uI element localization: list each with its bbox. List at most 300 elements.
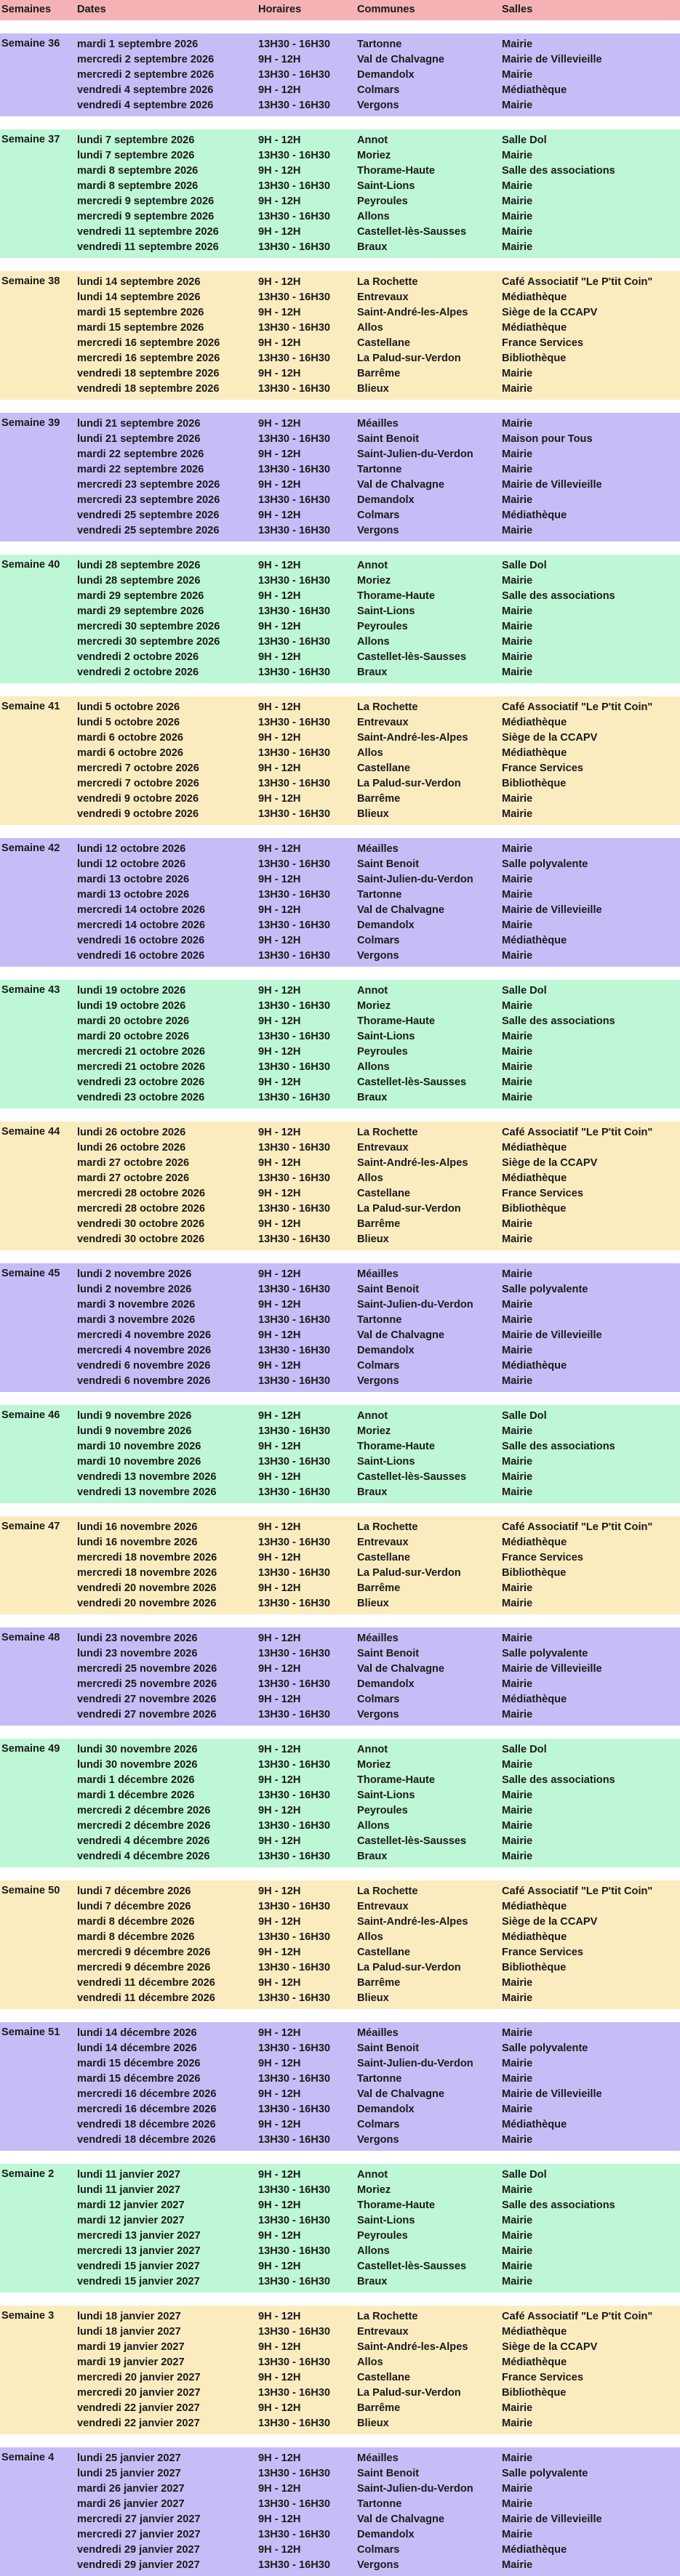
date-cell: vendredi 18 décembre 2026 [77,2119,216,2130]
week-label: Semaine 39 [1,417,60,429]
venue-cell: Salle Dol [502,1744,547,1755]
commune-cell: Thorame-Haute [357,2199,436,2211]
date-cell: mercredi 13 janvier 2027 [77,2245,201,2257]
time-cell: 13H30 - 16H30 [258,2529,330,2540]
date-cell: mercredi 2 décembre 2026 [77,1805,211,1816]
date-cell: mercredi 9 décembre 2026 [77,1962,211,1973]
week-block [0,555,680,683]
week-block [0,1263,680,1392]
commune-cell: Saint-Lions [357,1456,415,1468]
time-cell: 9H - 12H [258,1663,301,1675]
time-cell: 9H - 12H [258,1268,301,1280]
commune-cell: Barrême [357,793,401,805]
header-horaires: Horaires [258,4,302,15]
date-cell: mardi 15 décembre 2026 [77,2058,201,2069]
schedule-row [0,1788,680,1803]
commune-cell: Méailles [357,843,399,855]
commune-cell: Val de Chalvagne [357,1663,445,1675]
date-cell: vendredi 6 novembre 2026 [77,1360,211,1372]
venue-cell: France Services [502,1552,583,1563]
schedule-row [0,1140,680,1156]
schedule-row [0,949,680,964]
schedule-row [0,2309,680,2325]
time-cell: 13H30 - 16H30 [258,1931,330,1943]
schedule-row [0,1581,680,1596]
date-cell: lundi 30 novembre 2026 [77,1759,198,1771]
time-cell: 13H30 - 16H30 [258,2134,330,2146]
venue-cell: Mairie [502,2276,533,2287]
commune-cell: Méailles [357,418,399,430]
schedule-row [0,1773,680,1788]
time-cell: 9H - 12H [258,1552,301,1563]
time-cell: 13H30 - 16H30 [258,100,330,111]
date-cell: vendredi 18 septembre 2026 [77,368,220,379]
venue-cell: Salle polyvalente [502,858,588,870]
date-cell: vendredi 2 octobre 2026 [77,651,199,663]
date-cell: lundi 26 octobre 2026 [77,1127,186,1138]
venue-cell: Mairie [502,667,533,678]
time-cell: 13H30 - 16H30 [258,180,330,192]
date-cell: lundi 19 octobre 2026 [77,1000,186,1012]
time-cell: 13H30 - 16H30 [258,2559,330,2571]
schedule-row [0,2274,680,2290]
venue-cell: Mairie [502,2134,533,2146]
commune-cell: Vergons [357,2134,399,2146]
venue-cell: Mairie [502,1299,533,1311]
venue-cell: Mairie [502,1486,533,1498]
date-cell: lundi 25 janvier 2027 [77,2468,181,2479]
commune-cell: Braux [357,241,388,253]
week-label: Semaine 49 [1,1743,60,1755]
venue-cell: Mairie [502,525,533,536]
date-cell: lundi 19 octobre 2026 [77,985,186,997]
time-cell: 13H30 - 16H30 [258,1962,330,1973]
venue-cell: France Services [502,762,583,774]
venue-cell: Café Associatif "Le P'tit Coin" [502,2311,653,2322]
schedule-row [0,1409,680,1424]
time-cell: 9H - 12H [258,448,301,460]
venue-cell: Médiathèque [502,717,567,728]
week-label: Semaine 2 [1,2168,55,2180]
commune-cell: Blieux [357,1233,389,1245]
week-label: Semaine 46 [1,1409,60,1421]
date-cell: lundi 7 septembre 2026 [77,150,195,161]
time-cell: 9H - 12H [258,134,301,146]
commune-cell: Blieux [357,383,389,395]
venue-cell: Médiathèque [502,935,567,946]
date-cell: lundi 23 novembre 2026 [77,1648,198,1659]
schedule-row [0,1803,680,1819]
venue-cell: Mairie [502,1820,533,1832]
commune-cell: Peyroules [357,1805,408,1816]
time-cell: 9H - 12H [258,621,301,632]
commune-cell: Moriez [357,1425,391,1437]
week-separator [0,542,680,555]
schedule-row [0,2340,680,2355]
schedule-row [0,2133,680,2148]
date-cell: mercredi 14 octobre 2026 [77,919,206,931]
time-cell: 13H30 - 16H30 [258,2276,330,2287]
venue-cell: Salle des associations [502,590,615,602]
commune-cell: Saint Benoit [357,2042,420,2054]
date-cell: mercredi 20 janvier 2027 [77,2387,201,2399]
schedule-row [0,2056,680,2072]
commune-cell: Castellane [357,1947,411,1958]
commune-cell: Barrême [357,2402,401,2414]
commune-cell: Blieux [357,1992,389,2004]
date-cell: mardi 15 décembre 2026 [77,2073,201,2085]
date-cell: mercredi 23 septembre 2026 [77,494,220,506]
schedule-row [0,1535,680,1550]
time-cell: 13H30 - 16H30 [258,150,330,161]
venue-cell: Mairie de Villevieille [502,479,602,491]
commune-cell: Vergons [357,100,399,111]
schedule-row [0,366,680,382]
venue-cell: Mairie [502,2452,533,2464]
schedule-row [0,2355,680,2370]
venue-cell: Mairie [502,1031,533,1042]
time-cell: 13H30 - 16H30 [258,2073,330,2085]
commune-cell: Castellane [357,2372,411,2383]
time-cell: 9H - 12H [258,762,301,774]
venue-cell: Bibliothèque [502,2387,567,2399]
time-cell: 13H30 - 16H30 [258,1061,330,1073]
schedule-row [0,1945,680,1960]
venue-cell: Mairie [502,1233,533,1245]
time-cell: 13H30 - 16H30 [258,1142,330,1154]
commune-cell: Thorame-Haute [357,1774,436,1786]
schedule-row [0,2558,680,2573]
date-cell: mardi 22 septembre 2026 [77,448,204,460]
date-cell: lundi 26 octobre 2026 [77,1142,186,1154]
commune-cell: Saint-Julien-du-Verdon [357,874,473,885]
date-cell: vendredi 11 septembre 2026 [77,241,219,253]
header-salles: Salles [502,4,533,15]
time-cell: 13H30 - 16H30 [258,717,330,728]
time-cell: 9H - 12H [258,510,301,521]
schedule-row [0,558,680,573]
time-cell: 13H30 - 16H30 [258,1851,330,1862]
commune-cell: Allons [357,211,390,222]
schedule-row [0,508,680,523]
date-cell: vendredi 13 novembre 2026 [77,1486,217,1498]
commune-cell: Peyroules [357,2230,408,2242]
week-block [0,1880,680,2009]
schedule-row [0,2026,680,2041]
venue-cell: Mairie [502,1851,533,1862]
week-block [0,1122,680,1250]
commune-cell: Saint Benoit [357,1648,420,1659]
week-separator [0,1392,680,1405]
schedule-row [0,2482,680,2497]
date-cell: vendredi 13 novembre 2026 [77,1471,217,1483]
date-cell: mardi 13 octobre 2026 [77,889,190,901]
venue-cell: Mairie [502,1092,533,1103]
commune-cell: Barrême [357,368,401,379]
schedule-row [0,665,680,680]
schedule-row [0,1125,680,1140]
venue-cell: Mairie [502,180,533,192]
time-cell: 9H - 12H [258,307,301,318]
week-separator [0,258,680,271]
commune-cell: Barrême [357,1218,401,1230]
time-cell: 9H - 12H [258,2452,301,2464]
commune-cell: Saint-Julien-du-Verdon [357,1299,473,1311]
schedule-row [0,1596,680,1611]
date-cell: lundi 14 septembre 2026 [77,276,201,288]
date-cell: mardi 29 septembre 2026 [77,605,204,617]
date-cell: mardi 19 janvier 2027 [77,2356,185,2368]
venue-cell: Mairie [502,1268,533,1280]
venue-cell: Mairie [502,2027,533,2039]
time-cell: 13H30 - 16H30 [258,1203,330,1215]
venue-cell: Mairie [502,1471,533,1483]
commune-cell: Castellane [357,337,411,349]
date-cell: mardi 20 octobre 2026 [77,1031,190,1042]
schedule-row [0,523,680,539]
schedule-row [0,1014,680,1029]
commune-cell: Peyroules [357,1046,408,1058]
time-cell: 9H - 12H [258,1774,301,1786]
time-cell: 9H - 12H [258,2372,301,2383]
venue-cell: Mairie [502,1582,533,1594]
week-block [0,2022,680,2151]
venue-cell: Mairie de Villevieille [502,1663,602,1675]
date-cell: mardi 12 janvier 2027 [77,2199,185,2211]
schedule-row [0,1884,680,1899]
commune-cell: Saint-Julien-du-Verdon [357,2483,473,2495]
date-cell: mardi 8 décembre 2026 [77,1931,195,1943]
date-cell: mardi 8 septembre 2026 [77,180,199,192]
venue-cell: Mairie [502,1678,533,1690]
week-separator [0,1108,680,1122]
commune-cell: Thorame-Haute [357,590,436,602]
schedule-row [0,1374,680,1389]
date-cell: mardi 12 janvier 2027 [77,2215,185,2226]
week-label: Semaine 4 [1,2452,55,2463]
venue-cell: Salle Dol [502,134,547,146]
time-cell: 13H30 - 16H30 [258,889,330,901]
venue-cell: Mairie [502,1633,533,1644]
schedule-row [0,2325,680,2340]
schedule-row [0,52,680,68]
week-separator [0,967,680,980]
venue-cell: Mairie [502,621,533,632]
date-cell: vendredi 6 novembre 2026 [77,1375,211,1387]
week-block [0,2447,680,2576]
commune-cell: Vergons [357,950,399,962]
date-cell: lundi 12 octobre 2026 [77,843,186,855]
commune-cell: Entrevaux [357,291,409,303]
commune-cell: La Rochette [357,1521,418,1533]
venue-cell: Mairie [502,808,533,820]
time-cell: 9H - 12H [258,1329,301,1341]
schedule-row [0,2466,680,2482]
week-label: Semaine 42 [1,842,60,854]
schedule-row [0,478,680,493]
time-cell: 13H30 - 16H30 [258,2468,330,2479]
schedule-row [0,1439,680,1454]
schedule-row [0,635,680,650]
schedule-row [0,2102,680,2117]
date-cell: vendredi 15 janvier 2027 [77,2276,200,2287]
schedule-row [0,493,680,508]
header-communes: Communes [357,4,415,15]
commune-cell: Annot [357,2169,388,2181]
venue-cell: Médiathèque [502,84,567,96]
venue-cell: Mairie [502,1759,533,1771]
venue-cell: Mairie [502,793,533,805]
time-cell: 9H - 12H [258,2513,301,2525]
time-cell: 9H - 12H [258,1947,301,1958]
commune-cell: Saint-Lions [357,1790,415,1801]
schedule-row [0,133,680,148]
schedule-row [0,225,680,240]
schedule-row [0,1662,680,1677]
time-cell: 13H30 - 16H30 [258,494,330,506]
schedule-row [0,1742,680,1758]
date-cell: lundi 9 novembre 2026 [77,1410,192,1422]
venue-cell: Mairie [502,575,533,587]
commune-cell: Saint-Lions [357,1031,415,1042]
commune-cell: Demandolx [357,919,415,931]
date-cell: mercredi 18 novembre 2026 [77,1567,217,1579]
venue-cell: Mairie [502,1076,533,1088]
date-cell: mercredi 28 octobre 2026 [77,1203,206,1215]
schedule-row [0,1328,680,1343]
date-cell: mardi 10 novembre 2026 [77,1456,201,1468]
date-cell: vendredi 29 janvier 2027 [77,2544,200,2556]
venue-cell: Siège de la CCAPV [502,307,598,318]
schedule-row [0,382,680,397]
schedule-row [0,1566,680,1581]
commune-cell: Val de Chalvagne [357,1329,445,1341]
time-cell: 9H - 12H [258,54,301,65]
time-cell: 13H30 - 16H30 [258,322,330,334]
date-cell: mercredi 28 octobre 2026 [77,1188,206,1199]
time-cell: 13H30 - 16H30 [258,1567,330,1579]
venue-cell: Salle polyvalente [502,2042,588,2054]
venue-cell: Médiathèque [502,291,567,303]
schedule-row [0,2386,680,2401]
time-cell: 9H - 12H [258,904,301,916]
week-separator [0,1250,680,1263]
date-cell: lundi 11 janvier 2027 [77,2169,180,2181]
date-cell: lundi 28 septembre 2026 [77,560,201,571]
commune-cell: Moriez [357,2184,391,2196]
date-cell: vendredi 15 janvier 2027 [77,2261,200,2272]
venue-cell: Siège de la CCAPV [502,1916,598,1928]
time-cell: 9H - 12H [258,2402,301,2414]
schedule-row [0,887,680,903]
venue-cell: Mairie [502,874,533,885]
date-cell: mercredi 30 septembre 2026 [77,636,220,648]
schedule-row [0,903,680,918]
venue-cell: Bibliothèque [502,778,567,789]
schedule-row [0,1090,680,1106]
schedule-row [0,1677,680,1692]
schedule-row [0,305,680,321]
venue-cell: Médiathèque [502,1172,567,1184]
schedule-row [0,1075,680,1090]
venue-cell: Mairie [502,1218,533,1230]
time-cell: 9H - 12H [258,1835,301,1847]
venue-cell: Mairie [502,494,533,506]
date-cell: vendredi 11 décembre 2026 [77,1992,215,2004]
schedule-row [0,1156,680,1171]
schedule-row [0,746,680,761]
venue-cell: Mairie [502,368,533,379]
time-cell: 13H30 - 16H30 [258,667,330,678]
date-cell: mardi 15 septembre 2026 [77,322,204,334]
commune-cell: Tartonne [357,2498,402,2510]
date-cell: mardi 29 septembre 2026 [77,590,204,602]
week-label: Semaine 40 [1,559,60,571]
week-block [0,838,680,967]
time-cell: 13H30 - 16H30 [258,1000,330,1012]
date-cell: mercredi 16 septembre 2026 [77,353,220,364]
venue-cell: Mairie [502,1835,533,1847]
commune-cell: Entrevaux [357,1901,409,1912]
time-cell: 13H30 - 16H30 [258,383,330,395]
venue-cell: Médiathèque [502,2326,567,2338]
venue-cell: Mairie [502,464,533,475]
date-cell: vendredi 4 décembre 2026 [77,1851,210,1862]
commune-cell: Castellane [357,1188,411,1199]
commune-cell: La Palud-sur-Verdon [357,1567,461,1579]
date-cell: lundi 18 janvier 2027 [77,2311,181,2322]
commune-cell: Castellet-lès-Sausses [357,1471,467,1483]
venue-cell: Mairie [502,448,533,460]
venue-cell: Bibliothèque [502,1567,567,1579]
date-cell: lundi 25 janvier 2027 [77,2452,181,2464]
date-cell: mercredi 4 novembre 2026 [77,1329,212,1341]
date-cell: vendredi 9 octobre 2026 [77,808,199,820]
time-cell: 13H30 - 16H30 [258,1790,330,1801]
time-cell: 9H - 12H [258,418,301,430]
time-cell: 9H - 12H [258,368,301,379]
time-cell: 9H - 12H [258,1127,301,1138]
venue-cell: Mairie [502,1425,533,1437]
venue-cell: Médiathèque [502,1142,567,1154]
schedule-row [0,83,680,98]
commune-cell: La Rochette [357,2311,418,2322]
venue-cell: Médiathèque [502,2544,567,2556]
date-cell: mercredi 25 novembre 2026 [77,1663,217,1675]
commune-cell: La Rochette [357,1885,418,1897]
date-cell: lundi 14 septembre 2026 [77,291,201,303]
week-block [0,1627,680,1726]
venue-cell: Mairie de Villevieille [502,1329,602,1341]
time-cell: 9H - 12H [258,1410,301,1422]
schedule-row [0,761,680,776]
week-label: Semaine 47 [1,1521,60,1532]
commune-cell: Allons [357,2245,390,2257]
week-label: Semaine 50 [1,1885,60,1896]
time-cell: 13H30 - 16H30 [258,1375,330,1387]
schedule-row [0,2401,680,2416]
schedule-row [0,2117,680,2133]
date-cell: mardi 8 décembre 2026 [77,1916,195,1928]
venue-cell: Mairie [502,100,533,111]
venue-cell: Mairie [502,418,533,430]
venue-cell: France Services [502,1947,583,1958]
venue-cell: Mairie [502,2559,533,2571]
schedule-row [0,933,680,949]
time-cell: 9H - 12H [258,1582,301,1594]
date-cell: mardi 13 octobre 2026 [77,874,190,885]
venue-cell: Mairie [502,39,533,50]
